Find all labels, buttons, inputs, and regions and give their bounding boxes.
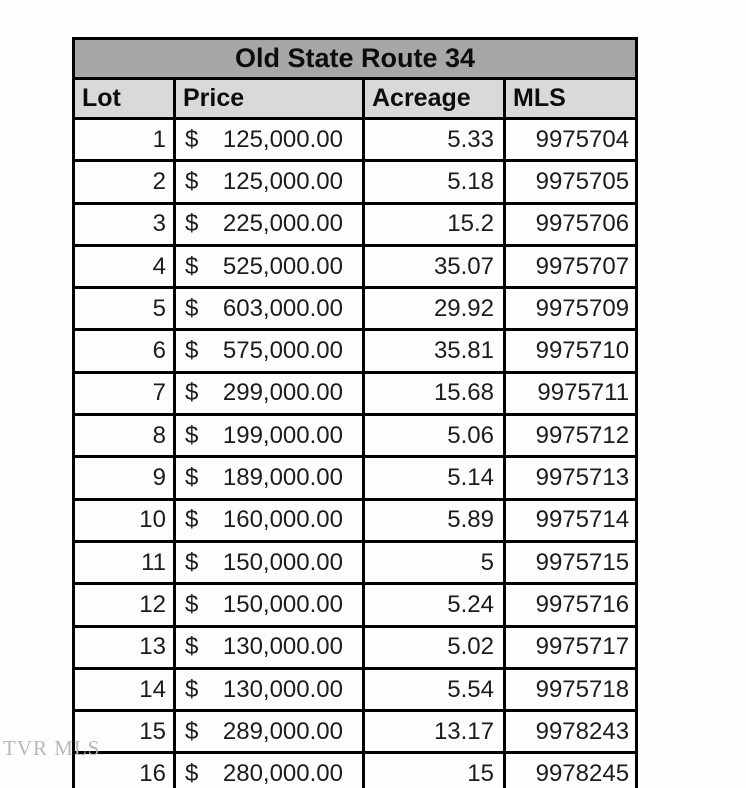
price-cell <box>175 161 364 203</box>
column-header-lot: Lot <box>74 79 175 119</box>
price-amount: 150,000.00 <box>222 590 343 618</box>
lot-cell: 7 <box>74 372 175 414</box>
price-currency: $ <box>185 675 199 703</box>
price-currency: $ <box>185 464 199 492</box>
mls-cell: 9975709 <box>505 288 637 330</box>
table-row <box>74 203 637 245</box>
acreage-cell: 15.68 <box>364 372 505 414</box>
mls-cell: 9975713 <box>505 457 637 499</box>
lot-cell: 12 <box>74 584 175 626</box>
price-currency: $ <box>185 294 199 322</box>
price-cell <box>175 330 364 372</box>
price-amount: 525,000.00 <box>222 252 343 280</box>
lot-cell: 8 <box>74 415 175 457</box>
price-cell <box>175 415 364 457</box>
price-wrap <box>176 210 362 238</box>
price-wrap <box>176 718 362 746</box>
price-amount: 150,000.00 <box>222 548 343 576</box>
table-row <box>74 415 637 457</box>
price-currency: $ <box>185 210 199 238</box>
price-cell <box>175 288 364 330</box>
table-row <box>74 245 637 287</box>
acreage-cell: 5.02 <box>364 626 505 668</box>
acreage-cell: 15 <box>364 753 505 788</box>
table-row <box>74 711 637 753</box>
column-header-acreage: Acreage <box>364 79 505 119</box>
watermark-tvr-mls: TVR MLS <box>3 736 101 760</box>
mls-cell: 9975718 <box>505 668 637 710</box>
price-currency: $ <box>185 421 199 449</box>
price-cell <box>175 753 364 788</box>
table-row <box>74 753 637 788</box>
price-wrap <box>176 295 362 323</box>
acreage-cell: 5.33 <box>364 119 505 161</box>
price-cell <box>175 245 364 287</box>
price-amount: 299,000.00 <box>222 379 343 407</box>
price-amount: 160,000.00 <box>222 506 343 534</box>
mls-cell: 9975714 <box>505 499 637 541</box>
table-row <box>74 288 637 330</box>
acreage-cell: 5.06 <box>364 415 505 457</box>
price-currency: $ <box>185 548 199 576</box>
lot-cell: 1 <box>74 119 175 161</box>
table-title: Old State Route 34 <box>74 39 637 79</box>
price-wrap <box>176 633 362 661</box>
price-amount: 125,000.00 <box>222 125 343 153</box>
price-wrap <box>176 676 362 704</box>
lot-cell: 11 <box>74 541 175 583</box>
price-cell <box>175 541 364 583</box>
price-cell <box>175 203 364 245</box>
mls-cell: 9978243 <box>505 711 637 753</box>
price-wrap <box>176 168 362 196</box>
mls-cell: 9975712 <box>505 415 637 457</box>
table-row <box>74 541 637 583</box>
table-row <box>74 330 637 372</box>
price-wrap <box>176 379 362 407</box>
price-wrap <box>176 506 362 534</box>
lot-cell: 5 <box>74 288 175 330</box>
mls-cell: 9975710 <box>505 330 637 372</box>
price-currency: $ <box>185 167 199 195</box>
price-wrap <box>176 464 362 492</box>
price-wrap <box>176 126 362 154</box>
price-currency: $ <box>185 379 199 407</box>
mls-cell: 9975715 <box>505 541 637 583</box>
price-cell <box>175 499 364 541</box>
lot-cell: 10 <box>74 499 175 541</box>
acreage-cell: 13.17 <box>364 711 505 753</box>
listing-table <box>72 37 638 788</box>
price-amount: 225,000.00 <box>222 210 343 238</box>
lot-cell: 15 <box>74 711 175 753</box>
mls-cell: 9975705 <box>505 161 637 203</box>
table-row <box>74 457 637 499</box>
price-cell <box>175 626 364 668</box>
price-wrap <box>176 337 362 365</box>
table-row <box>74 626 637 668</box>
price-amount: 603,000.00 <box>222 294 343 322</box>
lot-cell: 4 <box>74 245 175 287</box>
price-wrap <box>176 591 362 619</box>
column-header-row <box>74 79 637 119</box>
price-cell <box>175 372 364 414</box>
table-row <box>74 372 637 414</box>
price-cell <box>175 119 364 161</box>
mls-cell: 9975711 <box>505 372 637 414</box>
table-title-row <box>74 39 637 79</box>
price-amount: 130,000.00 <box>222 675 343 703</box>
price-currency: $ <box>185 337 199 365</box>
price-wrap <box>176 760 362 788</box>
price-currency: $ <box>185 125 199 153</box>
acreage-cell: 5.54 <box>364 668 505 710</box>
price-amount: 130,000.00 <box>222 633 343 661</box>
mls-cell: 9975707 <box>505 245 637 287</box>
table-row <box>74 161 637 203</box>
table-row <box>74 119 637 161</box>
price-cell <box>175 457 364 499</box>
column-header-mls: MLS <box>505 79 637 119</box>
price-currency: $ <box>185 633 199 661</box>
table-body <box>74 119 637 788</box>
acreage-cell: 5.18 <box>364 161 505 203</box>
price-amount: 280,000.00 <box>222 760 343 788</box>
price-amount: 189,000.00 <box>222 464 343 492</box>
price-amount: 289,000.00 <box>222 717 343 745</box>
price-cell <box>175 584 364 626</box>
lot-cell: 16 <box>74 753 175 788</box>
acreage-cell: 35.07 <box>364 245 505 287</box>
acreage-cell: 5.14 <box>364 457 505 499</box>
acreage-cell: 5.89 <box>364 499 505 541</box>
mls-cell: 9975706 <box>505 203 637 245</box>
column-header-price: Price <box>175 79 364 119</box>
mls-cell: 9975717 <box>505 626 637 668</box>
price-cell <box>175 711 364 753</box>
mls-cell: 9975704 <box>505 119 637 161</box>
price-cell <box>175 668 364 710</box>
lot-cell: 6 <box>74 330 175 372</box>
price-currency: $ <box>185 760 199 788</box>
lot-cell: 9 <box>74 457 175 499</box>
lot-cell: 14 <box>74 668 175 710</box>
price-currency: $ <box>185 252 199 280</box>
mls-cell: 9975716 <box>505 584 637 626</box>
table-row <box>74 668 637 710</box>
acreage-cell: 15.2 <box>364 203 505 245</box>
table-row <box>74 499 637 541</box>
mls-cell: 9978245 <box>505 753 637 788</box>
price-wrap <box>176 422 362 450</box>
price-amount: 199,000.00 <box>222 421 343 449</box>
price-currency: $ <box>185 717 199 745</box>
price-wrap <box>176 253 362 281</box>
lot-cell: 3 <box>74 203 175 245</box>
lot-cell: 13 <box>74 626 175 668</box>
price-wrap <box>176 549 362 577</box>
price-currency: $ <box>185 506 199 534</box>
table-row <box>74 584 637 626</box>
price-amount: 125,000.00 <box>222 167 343 195</box>
acreage-cell: 35.81 <box>364 330 505 372</box>
lot-cell: 2 <box>74 161 175 203</box>
price-amount: 575,000.00 <box>222 337 343 365</box>
acreage-cell: 29.92 <box>364 288 505 330</box>
acreage-cell: 5.24 <box>364 584 505 626</box>
acreage-cell: 5 <box>364 541 505 583</box>
price-currency: $ <box>185 590 199 618</box>
